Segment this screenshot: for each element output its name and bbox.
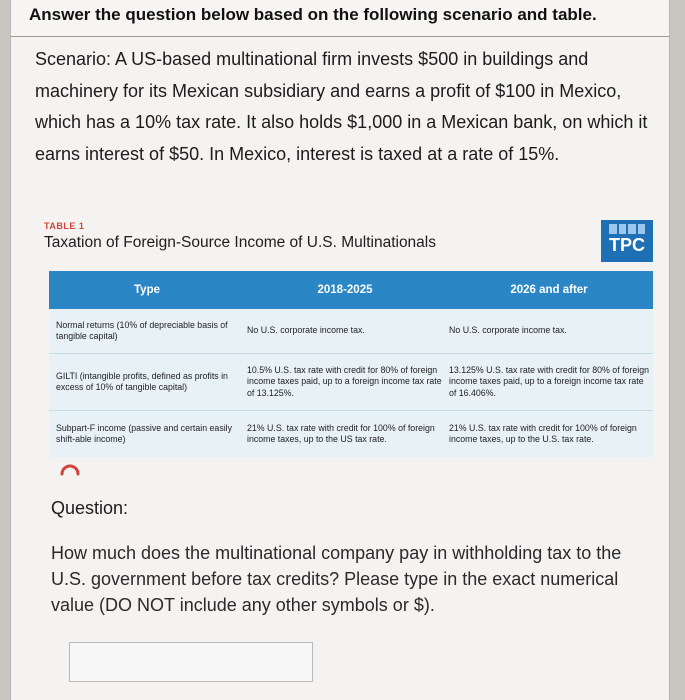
table-cell-2018: 21% U.S. tax rate with credit for 100% of foreign income taxes, up to the US tax rate.: [247, 422, 435, 444]
tpc-logo: [601, 220, 653, 262]
instruction-header: [11, 0, 669, 37]
table-cell-2026: No U.S. corporate income tax.: [449, 325, 567, 336]
question-text: How much does the multinational company pay in withholding tax to the U.S. government before tax credits? Please type in the exact numerical value (DO NOT include any other symbols or $).: [51, 543, 622, 615]
table-cell-2026: 13.125% U.S. tax rate with credit for 80% of foreign income taxes paid, up to a foreign income tax rate of 16.406%.: [449, 364, 649, 398]
tax-table: [49, 271, 653, 457]
table-row: [49, 354, 653, 411]
column-header-type: Type: [134, 284, 160, 296]
answer-input[interactable]: [69, 642, 313, 682]
column-header-2026: 2026 and after: [510, 284, 588, 296]
table-header-row: [49, 271, 653, 309]
loading-spinner-icon: [59, 459, 81, 477]
table-cell-2026: 21% U.S. tax rate with credit for 100% of foreign income taxes, up to the U.S. tax rate.: [449, 422, 637, 444]
table-cell-2018: No U.S. corporate income tax.: [247, 325, 365, 336]
table-title: Taxation of Foreign-Source Income of U.S. Multinationals: [44, 234, 436, 251]
table-cell-type: GILTI (intangible profits, defined as profits in excess of 10% of tangible capital): [56, 370, 228, 392]
question-card: [10, 0, 670, 700]
question-label: Question:: [51, 498, 129, 518]
scenario-text: A US-based multinational firm invests $500 in buildings and machinery for its Mexican subsidiary and earns a profit of $100 in Mexico, which has a 10% tax rate. It also holds $1,000 in a Mexican bank, on which it earns interest of $50. In Mexico, interest is taxed at a rate of 15%.: [35, 49, 648, 164]
tpc-logo-text: TPC: [609, 235, 645, 255]
table-cell-2018: 10.5% U.S. tax rate with credit for 80% of foreign income taxes paid, up to a foreign income tax rate of 13.125%.: [247, 364, 442, 398]
scenario-paragraph: [35, 44, 657, 170]
table-label: TABLE 1: [44, 221, 85, 231]
column-header-2018: 2018-2025: [317, 284, 373, 296]
table-row: [49, 411, 653, 457]
scenario-label: Scenario:: [35, 49, 112, 69]
tpc-logo-bars: [609, 224, 645, 234]
table-figure: [39, 218, 651, 458]
table-cell-type: Subpart-F income (passive and certain easily shift-able income): [56, 422, 233, 444]
table-row: [49, 309, 653, 354]
instruction-text: Answer the question below based on the following scenario and table.: [29, 5, 597, 24]
table-cell-type: Normal returns (10% of depreciable basis of tangible capital): [56, 319, 228, 341]
